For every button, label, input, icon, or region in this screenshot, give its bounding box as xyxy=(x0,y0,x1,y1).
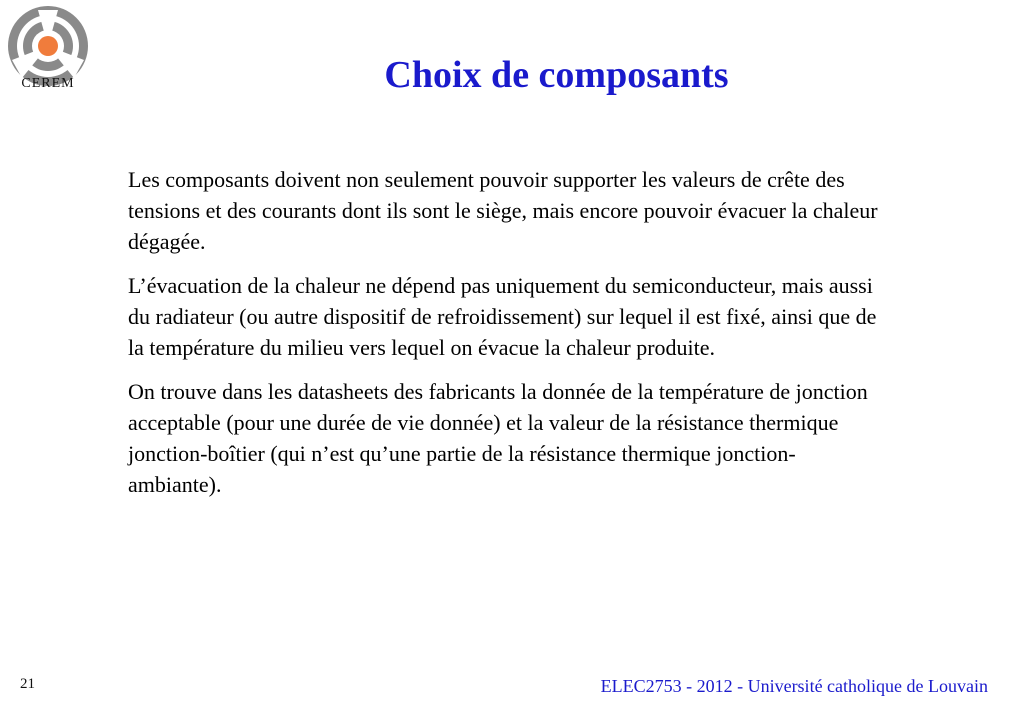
footer-text: ELEC2753 - 2012 - Université catholique de Louvain xyxy=(600,676,988,696)
paragraph-1: Les composants doivent non seulement pouvoir supporter les valeurs de crête des tensions et des courants dont ils sont le siège, mais encore pouvoir évacuer la chaleur dégagée. xyxy=(128,167,878,254)
slide-title: Choix de composants xyxy=(384,54,729,96)
page-number: 21 xyxy=(20,676,35,692)
paragraph-2: L’évacuation de la chaleur ne dépend pas uniquement du semiconducteur, mais aussi du radiateur (ou autre dispositif de refroidissement) sur lequel il est fixé, ainsi que de la température du milieu vers lequel on évacue la chaleur produite. xyxy=(128,273,877,360)
logo-text: CEREM xyxy=(21,76,75,91)
slide-body xyxy=(128,164,888,513)
paragraph-3: On trouve dans les datasheets des fabricants la donnée de la température de jonction acceptable (pour une durée de vie donnée) et la valeur de la résistance thermique jonction-boîtier (qui n’est qu’une partie de la résistance thermique jonction-ambiante). xyxy=(128,379,868,497)
